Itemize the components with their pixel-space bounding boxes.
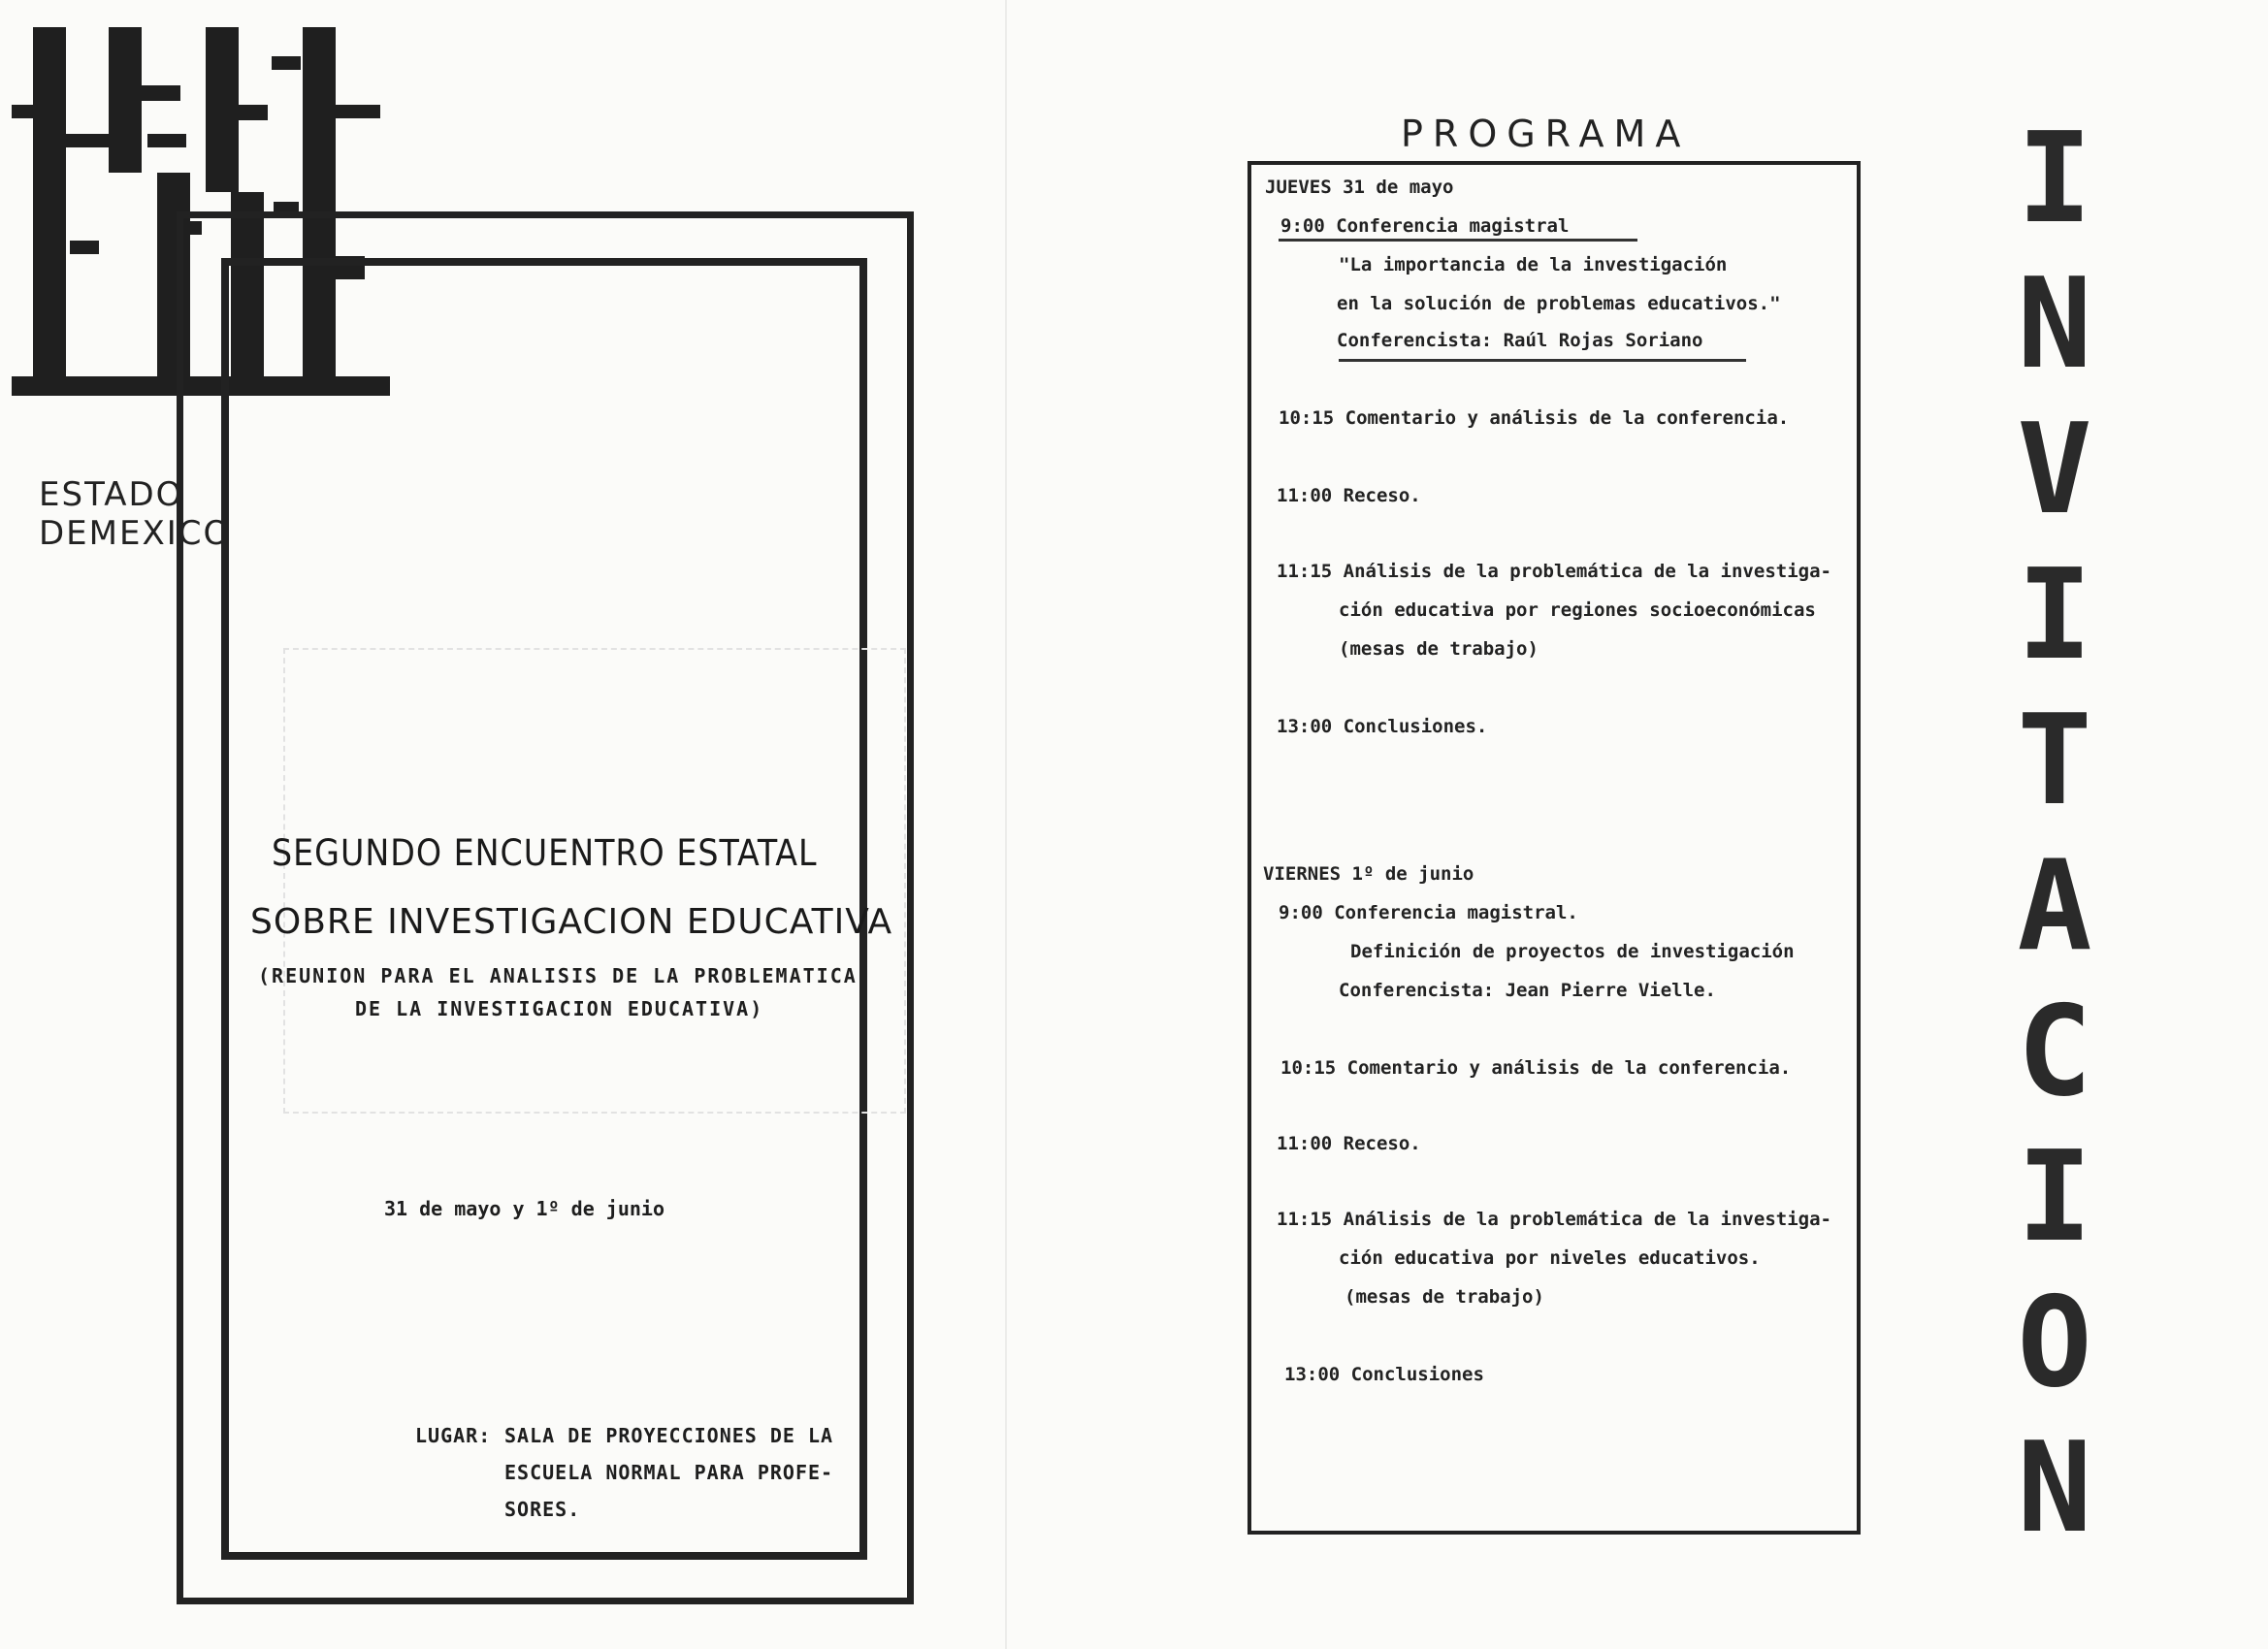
- cover-subtitle-line2: DE LA INVESTIGACION EDUCATIVA): [355, 997, 764, 1020]
- invitation-letter: N: [2017, 1416, 2092, 1561]
- program-box: [1247, 161, 1861, 1535]
- day2-line: Definición de proyectos de investigación: [1350, 941, 1795, 962]
- lugar-line2: ESCUELA NORMAL PARA PROFE-: [504, 1461, 834, 1484]
- cover-title-line1: SEGUNDO ENCUENTRO ESTATAL: [272, 832, 818, 874]
- day1-line: 11:15 Análisis de la problemática de la investiga-: [1277, 561, 1831, 582]
- invitation-letter: A: [2017, 834, 2092, 979]
- cover-subtitle-line1: (REUNION PARA EL ANALISIS DE LA PROBLEMATICA: [258, 964, 858, 987]
- logo-caption: ESTADO DEMEXICO: [39, 475, 232, 553]
- page-fold: [1005, 0, 1007, 1649]
- day1-line: 13:00 Conclusiones.: [1277, 716, 1488, 737]
- day1-line: "La importancia de la investigación: [1339, 254, 1728, 275]
- day2-line: Conferencista: Jean Pierre Vielle.: [1339, 980, 1716, 1001]
- underline: [1339, 359, 1746, 362]
- program-title: PROGRAMA: [1401, 113, 1691, 155]
- day2-line: 13:00 Conclusiones: [1284, 1364, 1484, 1385]
- invitation-letter: T: [2017, 689, 2092, 833]
- day1-line: 10:15 Comentario y análisis de la conferencia.: [1279, 407, 1790, 429]
- day1-line: 9:00 Conferencia magistral: [1280, 215, 1570, 237]
- day1-line: en la solución de problemas educativos.": [1337, 293, 1781, 314]
- day2-line: 10:15 Comentario y análisis de la conferencia.: [1280, 1057, 1792, 1079]
- lugar-line3: SORES.: [504, 1498, 581, 1521]
- day1-line: 11:00 Receso.: [1277, 485, 1421, 506]
- day1-line: (mesas de trabajo): [1339, 638, 1539, 660]
- day2-line: (mesas de trabajo): [1345, 1286, 1544, 1308]
- day2-heading: VIERNES 1º de junio: [1263, 863, 1474, 885]
- invitation-letter: O: [2017, 1271, 2092, 1415]
- day2-line: 11:00 Receso.: [1277, 1133, 1421, 1154]
- invitation-vertical-word: [1998, 107, 2111, 1562]
- day2-line: 9:00 Conferencia magistral.: [1279, 902, 1578, 923]
- invitation-letter: I: [2017, 107, 2092, 251]
- lugar-line1: SALA DE PROYECCIONES DE LA: [504, 1424, 834, 1447]
- faded-text-area: [283, 648, 906, 1114]
- cover-dates: 31 de mayo y 1º de junio: [384, 1197, 664, 1220]
- invitation-letter: V: [2017, 398, 2092, 542]
- invitation-letter: N: [2017, 252, 2092, 397]
- underline: [1279, 239, 1637, 242]
- invitation-letter: I: [2017, 543, 2092, 688]
- day1-line: Conferencista: Raúl Rojas Soriano: [1337, 330, 1703, 351]
- invitation-letter: C: [2017, 980, 2092, 1124]
- lugar-label: LUGAR:: [415, 1424, 492, 1447]
- day2-line: 11:15 Análisis de la problemática de la investiga-: [1277, 1209, 1831, 1230]
- day1-heading: JUEVES 31 de mayo: [1265, 177, 1454, 198]
- day1-line: ción educativa por regiones socioeconómicas: [1339, 599, 1816, 621]
- cover-title-line2: SOBRE INVESTIGACION EDUCATIVA: [250, 902, 893, 942]
- day2-line: ción educativa por niveles educativos.: [1339, 1247, 1761, 1269]
- invitation-letter: I: [2017, 1125, 2092, 1270]
